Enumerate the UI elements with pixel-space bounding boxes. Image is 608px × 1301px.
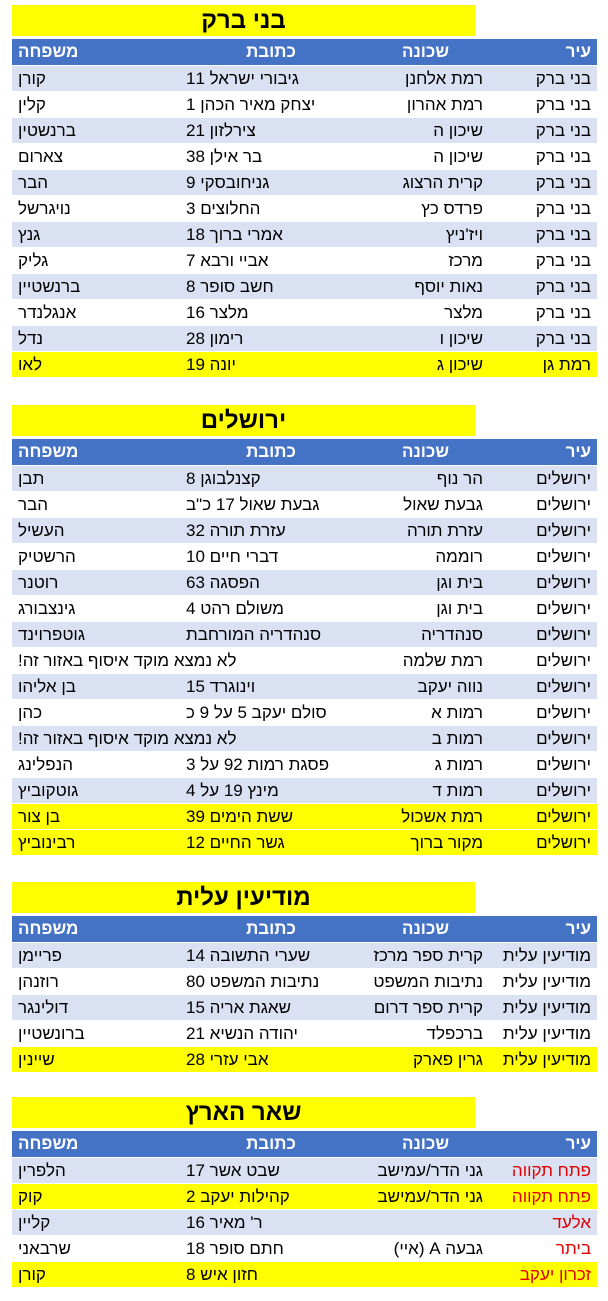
cell-neighborhood: רוממה	[362, 544, 489, 570]
cell-neighborhood: קרית הרצוג	[362, 170, 489, 196]
cell-family: קורן	[12, 1262, 180, 1288]
cell-city: מודיעין עלית	[489, 995, 597, 1021]
cell-city: ירושלים	[489, 570, 597, 596]
cell-neighborhood: הר נוף	[362, 466, 489, 492]
cell-address: יצחק מאיר הכהן 1	[180, 92, 362, 118]
column-header-address: כתובת	[180, 1131, 362, 1158]
cell-neighborhood: מקור ברוך	[362, 830, 489, 856]
cell-family: גינצבורג	[12, 596, 180, 622]
cell-city: זכרון יעקב	[489, 1262, 597, 1288]
table-row	[12, 1236, 597, 1262]
column-header-neighborhood: שכונה	[362, 916, 489, 943]
cell-address: צירלזון 21	[180, 118, 362, 144]
table-row	[12, 1021, 597, 1047]
table-row	[12, 352, 597, 378]
cell-neighborhood: שיכון ה	[362, 144, 489, 170]
table-row	[12, 222, 597, 248]
cell-neighborhood: שיכון ג	[362, 352, 489, 378]
table-row	[12, 943, 597, 969]
cell-city: ירושלים	[489, 518, 597, 544]
column-header-family: משפחה	[12, 39, 180, 66]
table-row	[12, 969, 597, 995]
cell-family: קלין	[12, 92, 180, 118]
cell-neighborhood: ויז'ניץ	[362, 222, 489, 248]
cell-city: ירושלים	[489, 752, 597, 778]
section-table	[12, 916, 597, 1073]
table-row	[12, 1158, 597, 1184]
cell-family: נויגרשל	[12, 196, 180, 222]
cell-neighborhood: גני הדר/עמישב	[362, 1184, 489, 1210]
table-row	[12, 326, 597, 352]
cell-city: ירושלים	[489, 778, 597, 804]
cell-neighborhood: רמות ד	[362, 778, 489, 804]
table-row	[12, 726, 597, 752]
cell-address: שערי התשובה 14	[180, 943, 362, 969]
section-title: בני ברק	[12, 5, 475, 36]
cell-family: גוטקוביץ	[12, 778, 180, 804]
cell-city: מודיעין עלית	[489, 969, 597, 995]
cell-family: רבינוביץ	[12, 830, 180, 856]
cell-family: גליק	[12, 248, 180, 274]
cell-address: בר אילן 38	[180, 144, 362, 170]
cell-address: גבעת שאול 17 כ"ב	[180, 492, 362, 518]
cell-city: ירושלים	[489, 596, 597, 622]
table-row	[12, 118, 597, 144]
cell-address: נתיבות המשפט 80	[180, 969, 362, 995]
cell-neighborhood: שיכון ה	[362, 118, 489, 144]
cell-neighborhood: בית וגן	[362, 596, 489, 622]
cell-family: ברנשטין	[12, 118, 180, 144]
cell-address: שאגת אריה 15	[180, 995, 362, 1021]
table-row	[12, 778, 597, 804]
cell-address: הפסגה 63	[180, 570, 362, 596]
cell-family: כהן	[12, 700, 180, 726]
cell-city: מודיעין עלית	[489, 1021, 597, 1047]
cell-address: פסגת רמות 92 על 3	[180, 752, 362, 778]
cell-family: שרבאני	[12, 1236, 180, 1262]
cell-neighborhood: רמות א	[362, 700, 489, 726]
cell-neighborhood: נתיבות המשפט	[362, 969, 489, 995]
cell-city: ירושלים	[489, 726, 597, 752]
table-row	[12, 274, 597, 300]
table-row	[12, 492, 597, 518]
column-header-neighborhood: שכונה	[362, 439, 489, 466]
table-row	[12, 300, 597, 326]
table-row	[12, 830, 597, 856]
cell-family: נדל	[12, 326, 180, 352]
cell-address: קהילות יעקב 2	[180, 1184, 362, 1210]
cell-neighborhood: גרין פארק	[362, 1047, 489, 1073]
cell-neighborhood: רמת אשכול	[362, 804, 489, 830]
section-title: שאר הארץ	[12, 1097, 475, 1128]
cell-neighborhood: שיכון ו	[362, 326, 489, 352]
cell-address: משולם רהט 4	[180, 596, 362, 622]
cell-family: גנץ	[12, 222, 180, 248]
cell-family: קורן	[12, 66, 180, 92]
cell-neighborhood: גבעה A (איי)	[362, 1236, 489, 1262]
cell-address: עזרת תורה 32	[180, 518, 362, 544]
cell-neighborhood: רמות ב	[362, 726, 489, 752]
cell-family: קוק	[12, 1184, 180, 1210]
cell-neighborhood: רמת אהרון	[362, 92, 489, 118]
column-header-address: כתובת	[180, 39, 362, 66]
cell-address: חשב סופר 8	[180, 274, 362, 300]
cell-city: בני ברק	[489, 326, 597, 352]
table-row	[12, 144, 597, 170]
column-header-family: משפחה	[12, 1131, 180, 1158]
cell-city: בני ברק	[489, 118, 597, 144]
cell-neighborhood: רמת שלמה	[362, 648, 489, 674]
table-row	[12, 596, 597, 622]
cell-city: ירושלים	[489, 544, 597, 570]
cell-city: פתח תקווה	[489, 1158, 597, 1184]
cell-city: ירושלים	[489, 700, 597, 726]
cell-neighborhood: קרית ספר מרכז	[362, 943, 489, 969]
table-row	[12, 1184, 597, 1210]
table-row	[12, 248, 597, 274]
cell-address: סנהדריה המורחבת	[180, 622, 362, 648]
cell-family: רוטנר	[12, 570, 180, 596]
cell-city: ירושלים	[489, 830, 597, 856]
cell-city: רמת גן	[489, 352, 597, 378]
section-title: ירושלים	[12, 405, 475, 436]
column-header-address: כתובת	[180, 916, 362, 943]
cell-family: בן צור	[12, 804, 180, 830]
cell-family: רוזנהן	[12, 969, 180, 995]
cell-neighborhood: מלצר	[362, 300, 489, 326]
cell-family: הרשטיק	[12, 544, 180, 570]
cell-family: דולינגר	[12, 995, 180, 1021]
cell-family: שיינין	[12, 1047, 180, 1073]
cell-city: בני ברק	[489, 196, 597, 222]
cell-family: אנגלנדר	[12, 300, 180, 326]
cell-address: ר' מאיר 16	[180, 1210, 362, 1236]
cell-city: מודיעין עלית	[489, 943, 597, 969]
cell-city: בני ברק	[489, 170, 597, 196]
cell-city: בני ברק	[489, 222, 597, 248]
cell-address: אבי עזרי 28	[180, 1047, 362, 1073]
cell-neighborhood: ברכפלד	[362, 1021, 489, 1047]
cell-family: לאו	[12, 352, 180, 378]
table-row	[12, 648, 597, 674]
table-row	[12, 1210, 597, 1236]
cell-address: חזון איש 8	[180, 1262, 362, 1288]
cell-address: יונה 19	[180, 352, 362, 378]
cell-neighborhood	[362, 1262, 489, 1288]
cell-note: לא נמצא מוקד איסוף באזור זה!	[12, 648, 362, 674]
cell-family: ברנשטיין	[12, 274, 180, 300]
cell-address: קצנלבוגן 8	[180, 466, 362, 492]
column-header-family: משפחה	[12, 916, 180, 943]
cell-neighborhood: רמת אלחנן	[362, 66, 489, 92]
table-row	[12, 804, 597, 830]
column-header-city: עיר	[489, 39, 597, 66]
cell-neighborhood: קרית ספר דרום	[362, 995, 489, 1021]
table-row	[12, 518, 597, 544]
cell-family: תבן	[12, 466, 180, 492]
cell-neighborhood: גני הדר/עמישב	[362, 1158, 489, 1184]
cell-address: אמרי ברוך 18	[180, 222, 362, 248]
column-header-address: כתובת	[180, 439, 362, 466]
header-row	[12, 916, 597, 943]
cell-city: ירושלים	[489, 674, 597, 700]
cell-city: ביתר	[489, 1236, 597, 1262]
column-header-neighborhood: שכונה	[362, 1131, 489, 1158]
cell-family: ברונשטיין	[12, 1021, 180, 1047]
cell-family: הבר	[12, 492, 180, 518]
table-row	[12, 622, 597, 648]
cell-neighborhood: פרדס כץ	[362, 196, 489, 222]
cell-address: רימון 28	[180, 326, 362, 352]
cell-city: בני ברק	[489, 300, 597, 326]
table-row	[12, 66, 597, 92]
table-row	[12, 1262, 597, 1288]
cell-city: פתח תקווה	[489, 1184, 597, 1210]
cell-city: אלעד	[489, 1210, 597, 1236]
cell-neighborhood: גבעת שאול	[362, 492, 489, 518]
table-row	[12, 196, 597, 222]
header-row	[12, 39, 597, 66]
cell-city: בני ברק	[489, 66, 597, 92]
cell-address: מינץ 19 על 4	[180, 778, 362, 804]
header-row	[12, 1131, 597, 1158]
cell-address: סולם יעקב 5 על 9 כ	[180, 700, 362, 726]
cell-neighborhood: מרכז	[362, 248, 489, 274]
cell-neighborhood	[362, 1210, 489, 1236]
cell-neighborhood: נווה יעקב	[362, 674, 489, 700]
cell-address: גניחובסקי 9	[180, 170, 362, 196]
cell-neighborhood: סנהדריה	[362, 622, 489, 648]
cell-address: החלוצים 3	[180, 196, 362, 222]
cell-neighborhood: רמות ג	[362, 752, 489, 778]
cell-note: לא נמצא מוקד איסוף באזור זה!	[12, 726, 362, 752]
cell-address: ששת הימים 39	[180, 804, 362, 830]
section-table	[12, 1131, 597, 1288]
cell-city: ירושלים	[489, 804, 597, 830]
cell-city: ירושלים	[489, 492, 597, 518]
cell-address: יהודה הנשיא 21	[180, 1021, 362, 1047]
table-row	[12, 995, 597, 1021]
cell-city: ירושלים	[489, 648, 597, 674]
cell-family: בן אליהו	[12, 674, 180, 700]
cell-family: הלפרין	[12, 1158, 180, 1184]
column-header-city: עיר	[489, 439, 597, 466]
cell-city: מודיעין עלית	[489, 1047, 597, 1073]
table-row	[12, 466, 597, 492]
cell-city: בני ברק	[489, 274, 597, 300]
cell-city: ירושלים	[489, 466, 597, 492]
cell-family: צארום	[12, 144, 180, 170]
cell-family: הנפלינג	[12, 752, 180, 778]
cell-neighborhood: נאות יוסף	[362, 274, 489, 300]
section-table	[12, 439, 597, 856]
cell-family: הבר	[12, 170, 180, 196]
column-header-city: עיר	[489, 916, 597, 943]
table-row	[12, 570, 597, 596]
table-row	[12, 1047, 597, 1073]
column-header-city: עיר	[489, 1131, 597, 1158]
table-row	[12, 92, 597, 118]
section-table	[12, 39, 597, 378]
header-row	[12, 439, 597, 466]
column-header-family: משפחה	[12, 439, 180, 466]
cell-address: אביי ורבא 7	[180, 248, 362, 274]
table-row	[12, 544, 597, 570]
cell-address: דברי חיים 10	[180, 544, 362, 570]
cell-address: מלצר 16	[180, 300, 362, 326]
table-row	[12, 752, 597, 778]
cell-city: בני ברק	[489, 248, 597, 274]
cell-address: וינוגרד 15	[180, 674, 362, 700]
column-header-neighborhood: שכונה	[362, 39, 489, 66]
cell-family: העשיל	[12, 518, 180, 544]
cell-address: גשר החיים 12	[180, 830, 362, 856]
cell-address: שבט אשר 17	[180, 1158, 362, 1184]
cell-family: גוטפרוינד	[12, 622, 180, 648]
table-row	[12, 170, 597, 196]
cell-family: פריימן	[12, 943, 180, 969]
cell-address: חתם סופר 18	[180, 1236, 362, 1262]
table-row	[12, 700, 597, 726]
cell-family: קליין	[12, 1210, 180, 1236]
cell-city: בני ברק	[489, 92, 597, 118]
section-title: מודיעין עלית	[12, 882, 475, 913]
cell-city: בני ברק	[489, 144, 597, 170]
table-row	[12, 674, 597, 700]
cell-address: גיבורי ישראל 11	[180, 66, 362, 92]
cell-city: ירושלים	[489, 622, 597, 648]
cell-neighborhood: עזרת תורה	[362, 518, 489, 544]
cell-neighborhood: בית וגן	[362, 570, 489, 596]
